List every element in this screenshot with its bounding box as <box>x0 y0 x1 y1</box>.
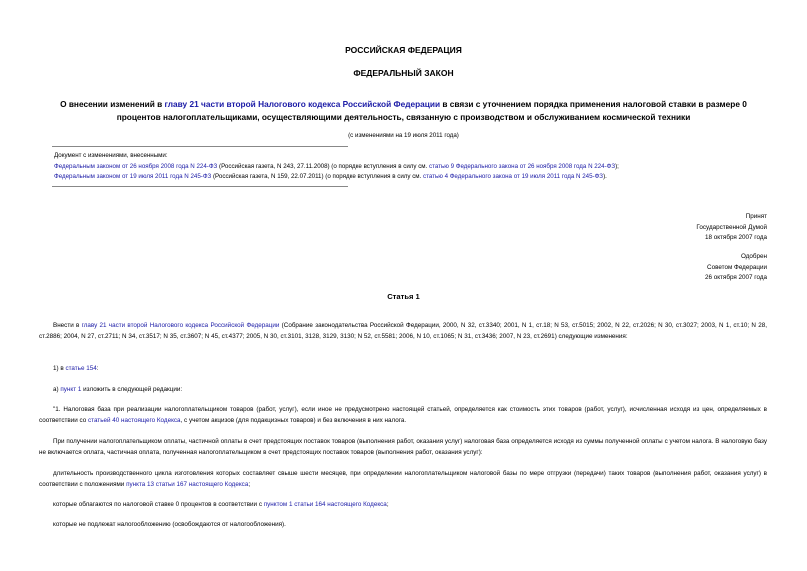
paragraph-2-post: , с учетом акцизов (для подакцизных товаров) и без включения в них налога. <box>180 416 407 424</box>
article-paragraph-4 <box>39 469 767 490</box>
paragraph-1-post: (Собрание законодательства Российской Федерации, 2000, N 32, ст.3340; 2001, N 1, ст.18; N 53, ст.5015; 2002, N 22, ст.2026; N 30, ст.3027; 2003, N 1, ст.10; N 28, ст.2886; 2004, N 27, ст.2711; N 34, ст.3517; N 35, ст.3607; N 45, ст.4377; 2005, N 30, ст.3101, 3128, 3129, 3130; N 52, ст.5581; 2006, N 10, ст.1065; N 31, ст.3436; 2007, N 23, ст.2691) следующие изменения: <box>39 322 767 340</box>
article-paragraph-6: которые не подлежат налогообложению (освобождаются от налогообложения). <box>53 521 286 528</box>
article-40-link[interactable]: статьей 40 настоящего Кодекса <box>87 416 181 424</box>
paragraph-2-pre: "1. Налоговая база при реализации налогоплательщиком товаров (работ, услуг), если иное не предусмотрено настоящей статьей, определяется как стоимость этих товаров (работ, услуг), исчисленная исходя из цен, определяемых в соответствии со <box>39 406 767 424</box>
article-paragraph-2 <box>39 405 767 426</box>
entry-into-force-link-2[interactable]: статью 4 Федерального закона от 19 июля 2011 года N 245-ФЗ <box>422 173 604 180</box>
approved-line-1: Одобрен <box>740 253 767 260</box>
doc-changes-line-2 <box>54 172 784 183</box>
article-paragraph-3: При получении налогоплательщиком оплаты, частичной оплаты в счет предстоящих поставок товаров (выполнения работ, оказания услуг) налоговая база определяется исходя из суммы полученной оплаты с учетом налога. В налоговую базу не включается оплата, частичная оплата, полученная налогоплательщиком в счет предстоящих поставок товаров (выполнения работ, оказания услуг): <box>39 438 767 456</box>
amending-law-text-2: (Российская газета, N 159, 22.07.2011) (о порядке вступления в силу см. <box>211 173 423 180</box>
divider-bottom <box>52 186 348 187</box>
doc-changes-box <box>54 151 784 183</box>
approved-block <box>705 252 767 284</box>
article-heading: Статья 1 <box>387 292 420 301</box>
paragraph-1-pre: Внести в <box>53 322 82 329</box>
article-paragraph-1 <box>39 321 767 342</box>
doc-changes-intro: Документ с изменениями, внесенными: <box>54 152 168 159</box>
changes-note: (с изменениями на 19 июля 2011 года) <box>348 132 459 139</box>
country-heading: РОССИЙСКАЯ ФЕДЕРАЦИЯ <box>345 45 462 55</box>
entry-into-force-link-1[interactable]: статью 9 Федерального закона от 26 ноября 2008 года N 224-ФЗ <box>429 162 616 170</box>
amending-law-link-1[interactable]: Федеральным законом от 26 ноября 2008 года N 224-ФЗ <box>54 162 218 170</box>
law-title-pre: О внесении изменений в <box>60 99 165 109</box>
amending-law-end-2: ). <box>603 173 607 180</box>
approved-line-3: 26 октября 2007 года <box>704 274 767 281</box>
paragraph-5-post: ; <box>386 501 389 508</box>
item-a-pre: а) <box>53 386 61 393</box>
divider-top <box>52 146 348 147</box>
amending-law-end-1: ); <box>615 162 619 170</box>
paragraph-4-post: ; <box>248 480 251 488</box>
item-a-post: изложить в следующей редакции: <box>81 386 183 393</box>
adopted-block <box>696 212 767 244</box>
paragraph-4-pre: длительность производственного цикла изготовления которых составляет свыше шести месяцев, при определении налогоплательщиком налоговой базы по мере отгрузки (передачи) таких товаров (выполнения работ, оказания услуг) в соответствии с положениями <box>39 470 767 488</box>
amending-law-text-1: (Российская газета, N 243, 27.11.2008) (о порядке вступления в силу см. <box>217 162 429 170</box>
item-1 <box>53 364 767 375</box>
item-a <box>53 385 767 396</box>
item-1-post: : <box>96 365 99 372</box>
article-154-link[interactable]: статье 154 <box>65 365 97 372</box>
law-title-link[interactable]: главу 21 части второй Налогового кодекса Российской Федерации <box>164 99 441 109</box>
article-167-link[interactable]: пункта 13 статьи 167 настоящего Кодекса <box>126 480 249 488</box>
point-1-link[interactable]: пункт 1 <box>60 386 82 393</box>
amending-law-link-2[interactable]: Федеральным законом от 19 июля 2011 года N 245-ФЗ <box>54 173 212 180</box>
law-type-heading: ФЕДЕРАЛЬНЫЙ ЗАКОН <box>353 68 454 78</box>
law-title <box>40 98 767 124</box>
paragraph-5-pre: которые облагаются по налоговой ставке 0 процентов в соответствии с <box>53 501 264 508</box>
approved-line-2: Советом Федерации <box>707 263 767 271</box>
adopted-line-2: Государственной Думой <box>696 223 767 231</box>
adopted-line-1: Принят <box>745 213 767 220</box>
adopted-line-3: 18 октября 2007 года <box>704 234 767 241</box>
article-164-link[interactable]: пунктом 1 статьи 164 настоящего Кодекса <box>263 501 387 508</box>
doc-changes-line-1 <box>54 162 784 173</box>
chapter-21-link[interactable]: главу 21 части второй Налогового кодекса Российской Федерации <box>81 322 280 329</box>
law-title-post: в связи с уточнением порядка применения налоговой ставки в размере 0 процентов налогоплательщиками, осуществляющими деятельность, связанную с производством и обслуживанием космической техники <box>116 99 747 122</box>
article-paragraph-5 <box>39 500 767 511</box>
item-1-pre: 1) в <box>53 365 66 372</box>
